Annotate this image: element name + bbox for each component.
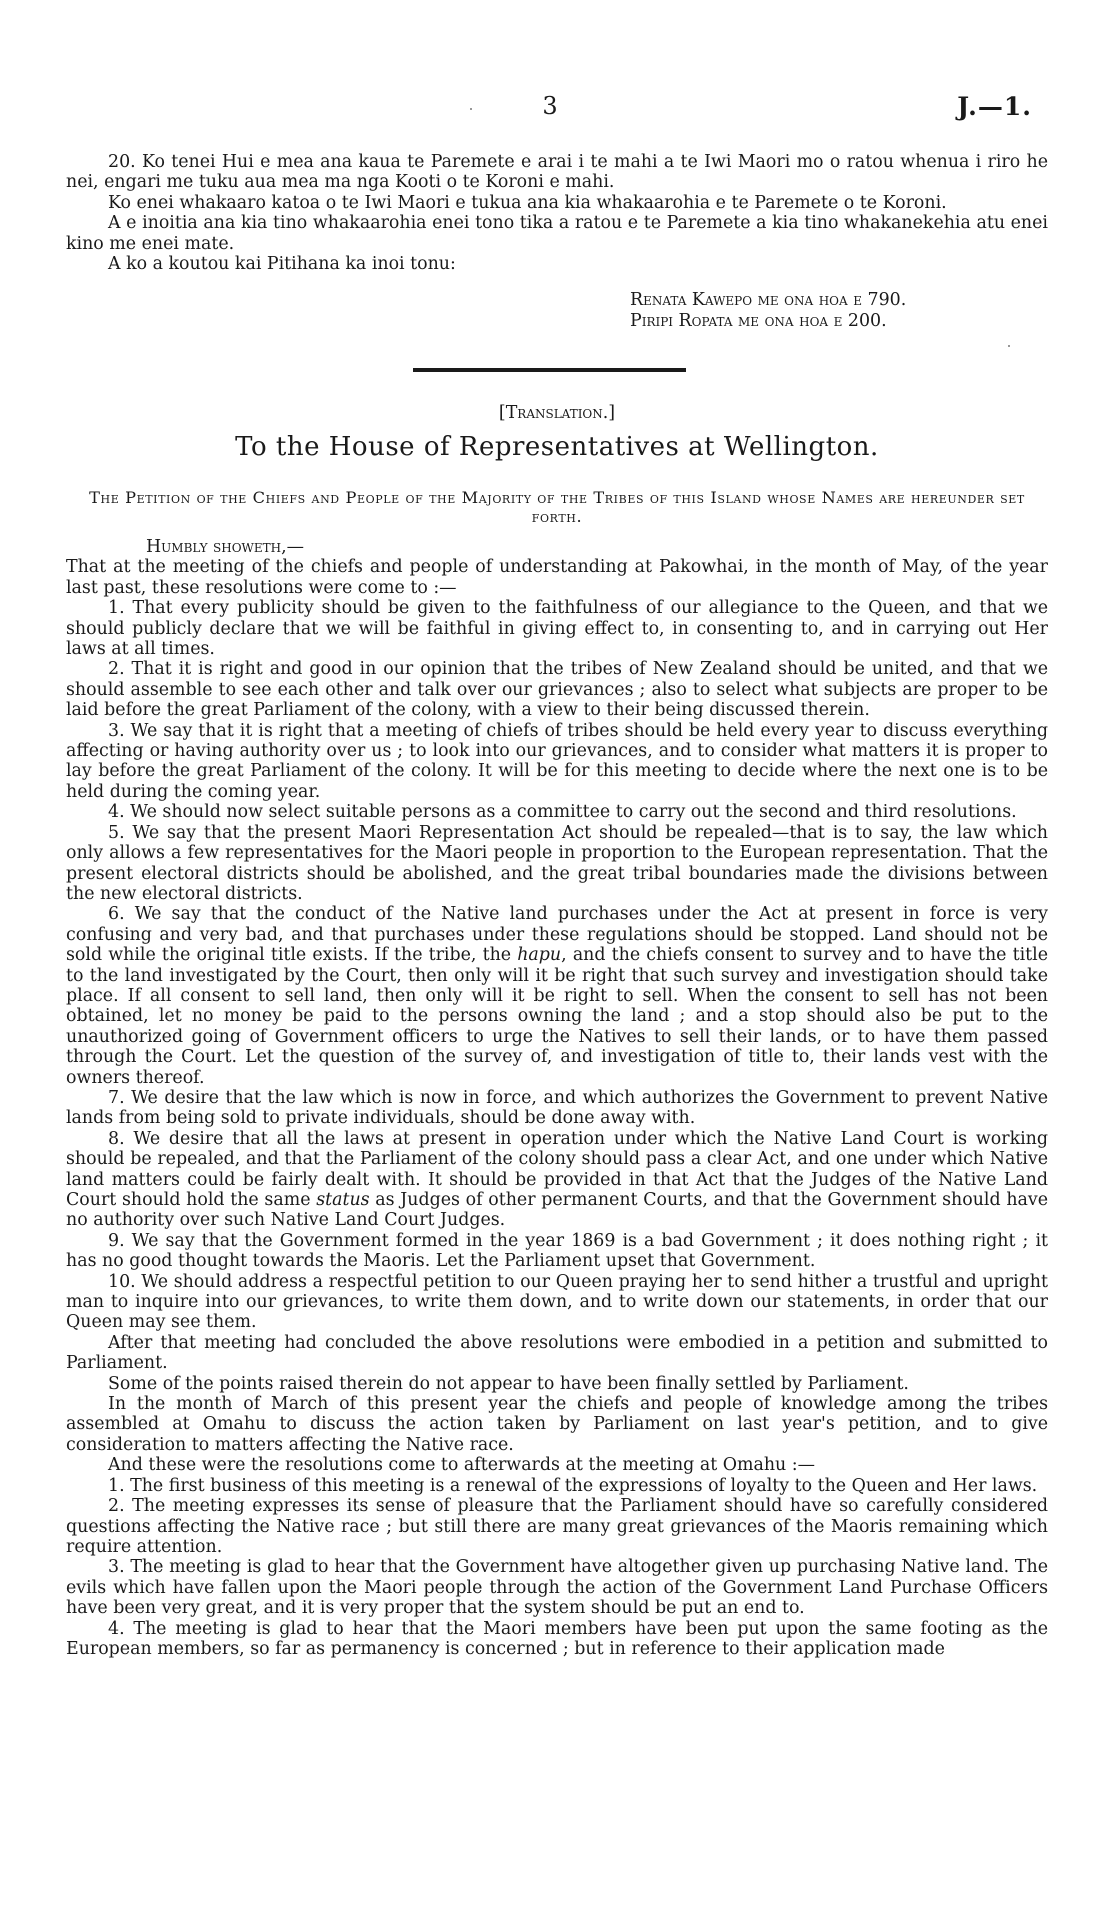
body-paragraph: 3. We say that it is right that a meeting of chiefs of tribes should be held every year to discuss everything affecting or having authority over us ; to look into our grievances, and to consider what matters it is proper to lay before the great Parliament of the colony. It will be for this meeting to decide where the next one is to be held during the coming year. (66, 720, 1048, 802)
salutation: Humbly showeth,— (146, 537, 305, 557)
body-paragraph: 4. We should now select suitable persons as a committee to carry out the second and third resolutions. (108, 802, 1017, 823)
body-paragraph: 10. We should address a respectful petition to our Queen praying her to send hither a trustful and upright man to inquire into our grievances, to write them down, and to write down our statements, in order that our Queen may see them. (66, 1271, 1048, 1333)
body-paragraph: That at the meeting of the chiefs and people of understanding at Pakowhai, in the month of May, of the year last past, these resolutions were come to :— (66, 557, 1048, 598)
body-paragraph: In the month of March of this present year the chiefs and people of knowledge among the tribes assembled at Omahu to discuss the action taken by Parliament on last year's petition, and to give consideration to matters affecting the Native race. (66, 1394, 1048, 1455)
body-paragraph: 2. The meeting expresses its sense of pleasure that the Parliament should have so carefully considered questions affecting the Native race ; but still there are many great grievances of the Maoris remaining which require attention. (66, 1496, 1048, 1557)
translation-body (66, 537, 1048, 1659)
maori-paragraph: Ko enei whakaaro katoa o te Iwi Maori e tukua ana kia whakaarohia e te Paremete o te Koroni. (108, 192, 947, 213)
body-paragraph: Some of the points raised therein do not appear to have been finally settled by Parliament. (108, 1373, 909, 1394)
body-paragraph: 5. We say that the present Maori Representation Act should be repealed—that is to say, the law which only allows a few representatives for the Maori people in proportion to the European representation. That the present electoral districts should be abolished, and the great tribal boundaries made the divisions between the new electoral districts. (66, 822, 1048, 904)
signature-line: Renata Kawepo me ona hoa e 790. (630, 290, 907, 310)
maori-paragraph: 20. Ko tenei Hui e mea ana kaua te Paremete e arai i te mahi a te Iwi Maori mo o ratou whenua i riro he nei, engari me tuku aua mea ma nga Kooti o te Koroni e mahi. (66, 152, 1048, 193)
body-paragraph: 1. That every publicity should be given to the faithfulness of our allegiance to the Queen, and that we should publicly declare that we will be faithful in giving effect to, in consenting to, and in carrying out Her laws at all times. (66, 598, 1048, 660)
body-paragraph: And these were the resolutions come to afterwards at the meeting at Omahu :— (108, 1455, 816, 1476)
body-paragraph: After that meeting had concluded the above resolutions were embodied in a petition and submitted to Parliament. (66, 1332, 1048, 1374)
maori-petition-text (66, 152, 1048, 274)
maori-paragraph: A e inoitia ana kia tino whakaarohia enei tono tika a ratou e te Paremete a kia tino whakanekehia atu enei kino me enei mate. (66, 213, 1048, 254)
petition-heading: The Petition of the Chiefs and People of the Majority of the Tribes of this Island whose Names are hereunder set forth. (89, 488, 1025, 526)
petition-title: To the House of Representatives at Wellington. (235, 432, 879, 462)
maori-paragraph: A ko a koutou kai Pitihana ka inoi tonu: (108, 254, 456, 275)
signature-line: Piripi Ropata me ona hoa e 200. (630, 311, 887, 331)
scan-speck (1008, 345, 1010, 347)
body-paragraph: 1. The first business of this meeting is a renewal of the expressions of loyalty to the Queen and Her laws. (108, 1475, 1038, 1496)
translation-label: [Translation.] (498, 403, 616, 423)
body-paragraph: 6. We say that the conduct of the Native land purchases under the Act at present in force is very confusing and very bad, and that purchases under these regulations should be stopped. Land should not be sold while the original title exists. If the tribe, the hapu, and the chiefs consent to survey and to have the title to the land investigated by the Court, then only will it be right that such survey and investigation should take place. If all consent to sell land, then only will it be right to sell. When the consent to sell has not been obtained, let no money be paid to the persons owning the land ; and a stop should also be put to the unauthorized going of Government officers to urge the Natives to sell their lands, or to have them passed through the Court. Let the question of the survey of, and investigation of title to, their lands vest with the owners thereof. (66, 904, 1049, 1088)
body-paragraph: 4. The meeting is glad to hear that the Maori members have been put upon the same footing as the European members, so far as permanency is concerned ; but in reference to their application made (66, 1618, 1048, 1659)
body-paragraph: 9. We say that the Government formed in the year 1869 is a bad Government ; it does nothing right ; it has no good thought towards the Maoris. Let the Parliament upset that Government. (66, 1230, 1048, 1272)
signatures (630, 290, 906, 332)
body-paragraph: 7. We desire that the law which is now in force, and which authorizes the Government to prevent Native lands from being sold to private individuals, should be done away with. (66, 1087, 1048, 1129)
body-paragraph: 3. The meeting is glad to hear that the Government have altogether given up purchasing Native land. The evils which have fallen upon the Maori people through the action of the Government Land Purchase Officers have been very great, and it is very proper that the system should be put an end to. (66, 1557, 1048, 1619)
body-paragraph: 2. That it is right and good in our opinion that the tribes of New Zealand should be united, and that we should assemble to see each other and talk over our grievances ; also to select what subjects are proper to be laid before the great Parliament of the colony, with a view to their being discussed therein. (66, 659, 1048, 721)
body-paragraph: 8. We desire that all the laws at present in operation under which the Native Land Court is working should be repealed, and that the Parliament of the colony should pass a clear Act, and one under which Native land matters could be fairly dealt with. It should be provided in that Act that the Judges of the Native Land Court should hold the same status as Judges of other permanent Courts, and that the Government should have no authority over such Native Land Court Judges. (66, 1128, 1049, 1231)
scan-speck (470, 108, 472, 110)
section-divider (413, 368, 686, 372)
page-number: 3 (542, 92, 558, 120)
document-reference: J.—1. (957, 92, 1032, 121)
